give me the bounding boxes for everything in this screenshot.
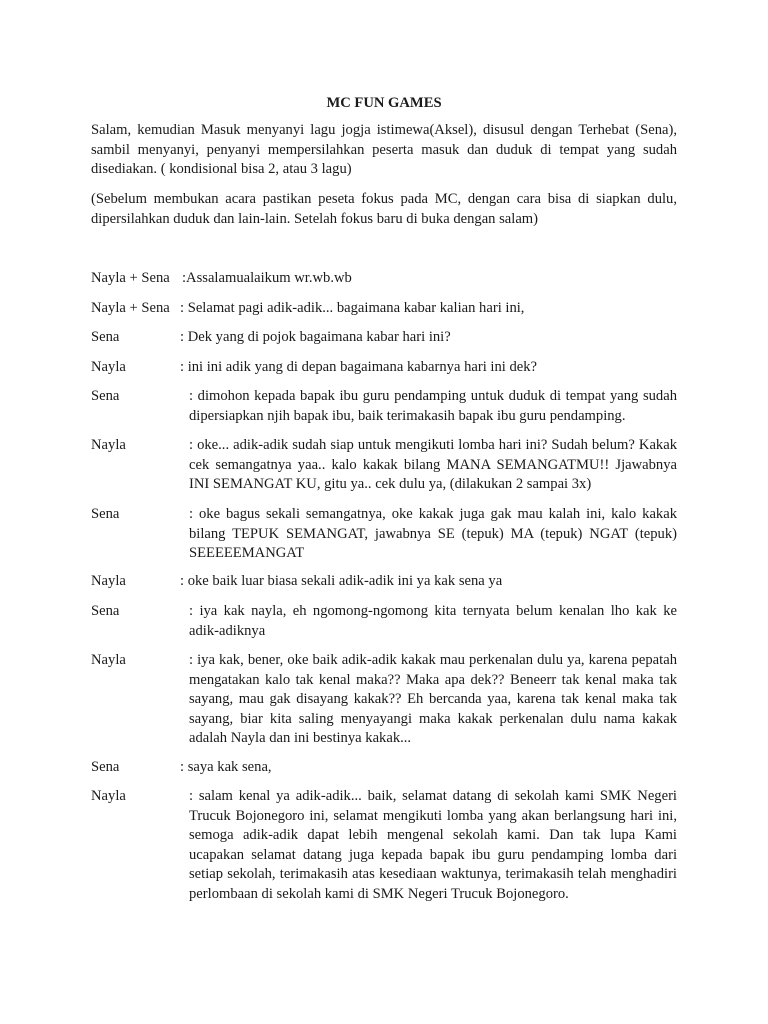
dialogue-text: : salam kenal ya adik-adik... baik, selamat datang di sekolah kami SMK Negeri Trucuk Bojonegoro ini, selamat mengikuti lomba yang akan berlangsung hari ini, semoga adik-adik dapat lebih mengenal sekolah kami. Dan tak lupa Kami ucapakan selamat datang juga kepada bapak ibu guru pendamping lomba dari setiap sekolah, terimakasih atas kesediaan waktunya, terimakasih telah menghadiri perlombaan di sekolah kami di SMK Negeri Trucuk Bojonegoro.	[189, 788, 677, 902]
intro-paragraph: Salam, kemudian Masuk menyanyi lagu jogja istimewa(Aksel), disusul dengan Terhebat (Sena), sambil menyanyi, penyanyi mempersilahkan peserta masuk dan duduk di tempat yang sudah disediakan. ( kondisional bisa 2, atau 3 lagu)	[91, 122, 677, 177]
speaker-label: Nayla + Sena	[91, 300, 170, 316]
speaker-label: Nayla + Sena	[91, 270, 170, 286]
dialogue-text: : iya kak nayla, eh ngomong-ngomong kita ternyata belum kenalan lho kak ke adik-adiknya	[189, 603, 677, 639]
document-title: MC FUN GAMES	[326, 95, 442, 111]
speaker-label: Sena	[91, 603, 120, 619]
dialogue-text: : oke bagus sekali semangatnya, oke kakak juga gak mau kalah ini, kalo kakak bilang TEPUK SEMANGAT, jawabnya SE (tepuk) MA (tepuk) NGAT (tepuk) SEEEEEMANGAT	[189, 506, 677, 561]
dialogue-text: : ini ini adik yang di depan bagaimana kabarnya hari ini dek?	[180, 359, 538, 375]
dialogue-text: : Dek yang di pojok bagaimana kabar hari ini?	[180, 329, 451, 345]
dialogue-text: : oke... adik-adik sudah siap untuk mengikuti lomba hari ini? Sudah belum? Kakak cek semangatnya yaa.. kalo kakak bilang MANA SEMANGATMU!! Jjawabnya INI SEMANGAT KU, gitu ya.. cek dulu ya, (dilakukan 2 sampai 3x)	[189, 437, 677, 492]
speaker-label: Sena	[91, 388, 120, 404]
speaker-label: Nayla	[91, 359, 126, 375]
speaker-label: Nayla	[91, 652, 126, 668]
note-paragraph: (Sebelum membukan acara pastikan peseta fokus pada MC, dengan cara bisa di siapkan dulu, dipersilahkan duduk dan lain-lain. Setelah fokus baru di buka dengan salam)	[91, 191, 677, 227]
speaker-label: Sena	[91, 759, 120, 775]
speaker-label: Nayla	[91, 788, 126, 804]
dialogue-text: : saya kak sena,	[180, 759, 272, 775]
dialogue-text: : oke baik luar biasa sekali adik-adik ini ya kak sena ya	[180, 573, 503, 589]
dialogue-text: : dimohon kepada bapak ibu guru pendamping untuk duduk di tempat yang sudah dipersiapkan njih bapak ibu, baik terimakasih bapak ibu guru pendamping.	[189, 388, 677, 424]
speaker-label: Sena	[91, 506, 120, 522]
dialogue-text: :Assalamualaikum wr.wb.wb	[182, 270, 352, 286]
dialogue-text: : iya kak, bener, oke baik adik-adik kakak mau perkenalan dulu ya, karena pepatah mengatakan kalo tak kenal maka?? Maka apa dek?? Beneerr tak kenal maka tak sayang, mau gak disayang kakak?? Eh bercanda yaa, karena tak kenal maka tak sayang, biar kita saling menyayangi maka kakak perkenalan dulu nama kakak adalah Nayla dan ini bestinya kakak...	[189, 652, 677, 746]
dialogue-text: : Selamat pagi adik-adik... bagaimana kabar kalian hari ini,	[180, 300, 525, 316]
speaker-label: Nayla	[91, 573, 126, 589]
speaker-label: Nayla	[91, 437, 126, 453]
speaker-label: Sena	[91, 329, 120, 345]
